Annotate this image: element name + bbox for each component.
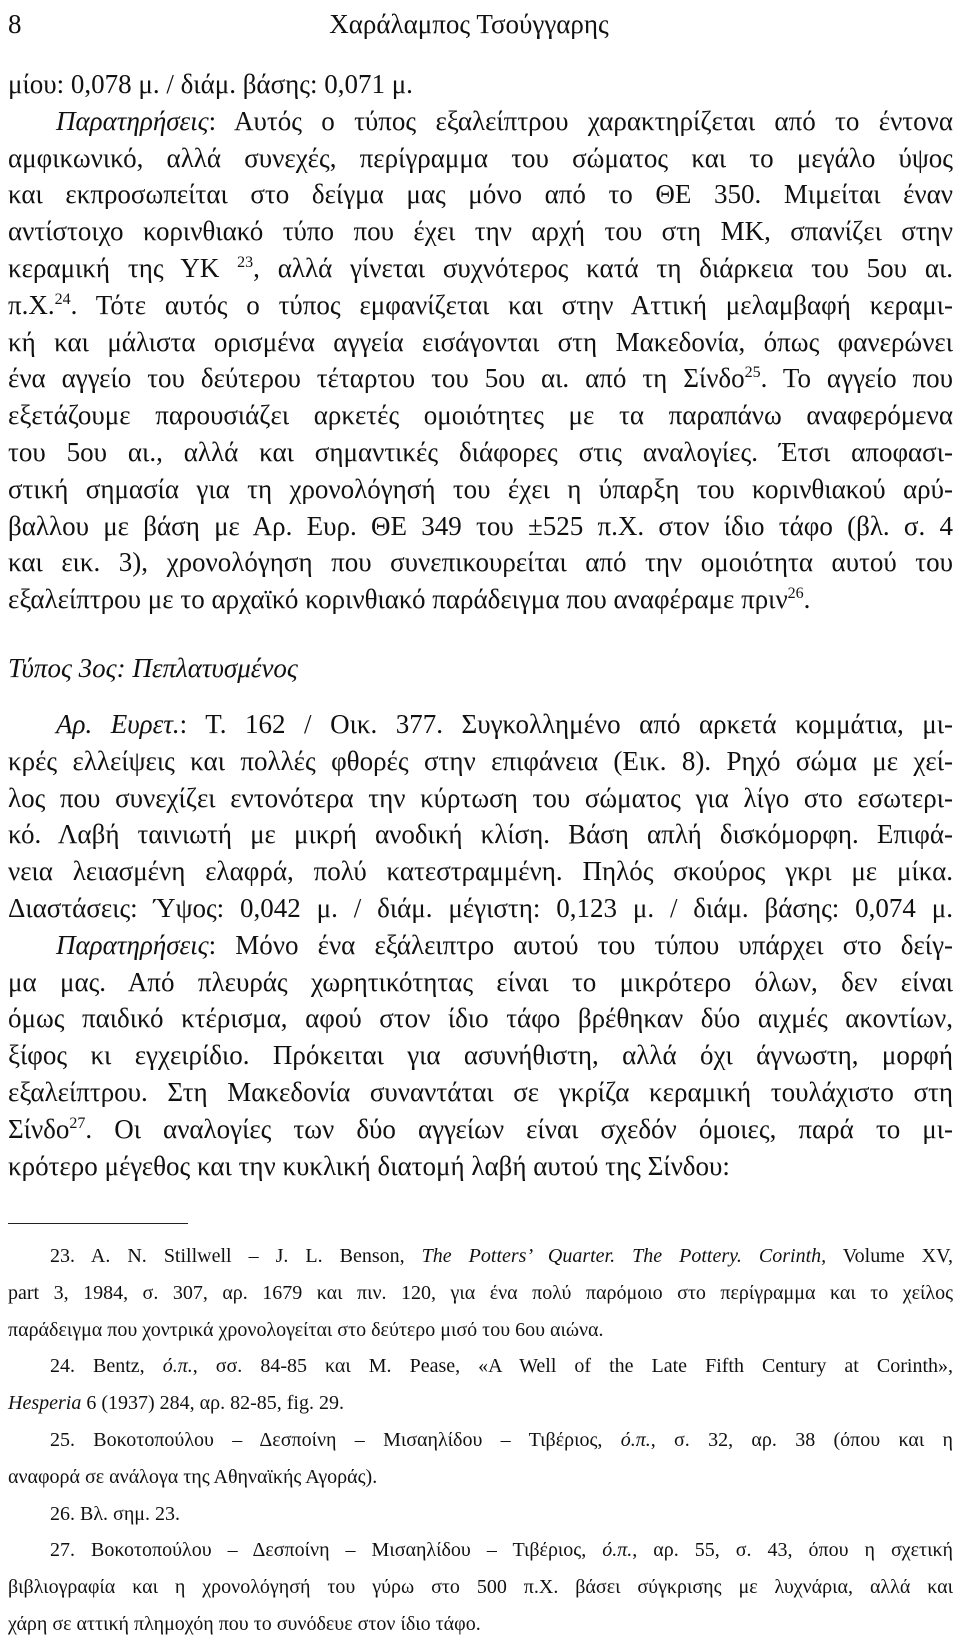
text-line: Σίνδο$^{27}$. Οι αναλογίες των δύο αγγείων είναι σχεδόν όμοιες, παρά το μι- <box>8 1113 953 1144</box>
footnote-line: βιβλιογραφία και η χρονολόγησή του γύρω στο 500 π.Χ. βάσει σύγκρισης με λυχνάρια, αλλά και <box>8 1576 953 1599</box>
text-line: λος που συνεχίζει εντονότερα την κύρτωση του σώματος για λίγο στο εσωτερι- <box>8 782 953 813</box>
text-line: του 5ου αι., αλλά και σημαντικές διάφορες στις αναλογίες. Έτσι αποφασι- <box>8 436 953 467</box>
text-line: κρότερο μέγεθος και την κυκλική διατομή λαβή αυτού της Σίνδου: <box>8 1150 730 1181</box>
text-line: μίου: 0,078 μ. / διάμ. βάσης: 0,071 μ. <box>8 69 413 99</box>
text-line: εξετάζουμε παρουσιάζει αρκετές ομοιότητες με τα παραπάνω αναφερόμενα <box>8 400 953 431</box>
text-line: κό. Λαβή ταινιωτή με μικρή ανοδική κλίση. Βάση απλή δισκόμορφη. Επιφά- <box>8 819 953 850</box>
footnote-divider <box>8 1223 188 1224</box>
paragraph-block-1 <box>8 66 953 618</box>
footnotes <box>8 1240 953 1645</box>
text-line: Παρατηρήσεις: Αυτός ο τύπος εξαλείπτρου χαρακτηρίζεται από το έντονα <box>56 105 953 136</box>
text-line: και εικ. 3), χρονολόγηση που συνεπικουρείται από την ομοιότητα αυτού του <box>8 547 953 578</box>
running-head: Χαράλαμπος Τσούγγαρης <box>329 9 609 39</box>
footnote-line: αναφορά σε ανάλογα της Αθηναϊκής Αγοράς). <box>8 1465 378 1488</box>
footnote-26: 26. Βλ. σημ. 23. <box>50 1502 180 1525</box>
footnote-ref[interactable]: 23 <box>237 253 254 271</box>
page-number: 8 <box>8 9 22 39</box>
text-line: εξαλείπτρου με το αρχαϊκό κορινθιακό παράδειγμα που αναφέραμε πριν$^{26}$. <box>8 584 811 615</box>
text-line: βαλλου με βάση με Αρ. Ευρ. ΘΕ 349 του ±525 π.Χ. στον ίδιο τάφο (βλ. σ. 4 <box>8 510 953 541</box>
text-line: εξαλείπτρου. Στη Μακεδονία συναντάται σε γκρίζα κεραμική τουλάχιστο στη <box>8 1076 953 1107</box>
label-observations: Παρατηρήσεις <box>56 929 209 960</box>
footnote-line: χάρη σε αττική πλημοχόη που το συνόδευε στον ίδιο τάφο. <box>8 1612 481 1635</box>
text-line: αμφικωνικό, αλλά συνεχές, περίγραμμα του σώματος και το μεγάλο ύψος <box>8 142 953 173</box>
text-line: όμως παιδικό κτέρισμα, αφού στον ίδιο τάφο βρέθηκαν δύο αιχμές ακοντίων, <box>8 1003 953 1034</box>
footnote-ref[interactable]: 25 <box>744 364 761 382</box>
label-observations: Παρατηρήσεις <box>56 105 209 136</box>
text-line: στική σημασία για τη χρονολόγησή του έχει η ύπαρξη του κορινθιακού αρύ- <box>8 473 953 504</box>
text-line: π.Χ.$^{24}$. Τότε αυτός ο τύπος εμφανίζεται και στην Αττική μελαμβαφή κεραμι- <box>8 289 953 320</box>
footnote-line: παράδειγμα που χοντρικά χρονολογείται στο δεύτερο μισό του 6ου αιώνα. <box>8 1318 604 1341</box>
text-line: κρές ελλείψεις και πολλές φθορές στην επιφάνεια (Εικ. 8). Ρηχό σώμα με χεί- <box>8 745 953 776</box>
footnote-line: part 3, 1984, σ. 307, αρ. 1679 και πιν. 120, για ένα πολύ παρόμοιο στο περίγραμμα και το χείλος <box>8 1281 953 1304</box>
footnote-line: Hesperia 6 (1937) 284, αρ. 82-85, fig. 29. <box>8 1392 344 1415</box>
footnote-ref[interactable]: 27 <box>69 1114 86 1132</box>
text-line: Παρατηρήσεις: Μόνο ένα εξάλειπτρο αυτού του τύπου υπάρχει στο δείγ- <box>56 929 953 960</box>
footnote-ref[interactable]: 26 <box>787 585 804 603</box>
paragraph-block-2 <box>8 706 953 1184</box>
section-heading: Τύπος 3ος: Πεπλατυσμένος <box>8 653 298 683</box>
text-line: ξίφος κι εγχειρίδιο. Πρόκειται για ασυνήθιστη, αλλά όχι άγνωστη, μορφή <box>8 1040 953 1071</box>
text-line: Αρ. Ευρετ.: Τ. 162 / Οικ. 377. Συγκολλημένο από αρκετά κομμάτια, μι- <box>56 709 953 739</box>
text-line: αντίστοιχο κορινθιακό τύπο που έχει την αρχή του στη ΜΚ, σπανίζει στην <box>8 216 953 247</box>
page-header <box>8 4 960 44</box>
text-line: και εκπροσωπείται στο δείγμα μας μόνο από το ΘΕ 350. Μιμείται έναν <box>8 179 953 210</box>
footnote-23: 23. A. N. Stillwell – J. L. Benson, The Potters’ Quarter. The Pottery. Corinth, Volume XV, <box>50 1245 953 1267</box>
text-line: μα μας. Από πλευράς χωρητικότητας είναι το μικρότερο όλων, δεν είναι <box>8 966 953 997</box>
text-line: νεια λειασμένη ελαφρά, πολύ κατεστραμμένη. Πηλός σκούρος γκρι με μίκα. <box>8 856 953 887</box>
text-line: Διαστάσεις: Ύψος: 0,042 μ. / διάμ. μέγιστη: 0,123 μ. / διάμ. βάσης: 0,074 μ. <box>8 892 953 923</box>
text-line: κή και μάλιστα ορισμένα αγγεία εισάγονται στη Μακεδονία, όπως φανερώνει <box>8 326 953 357</box>
label-inventory: Αρ. Ευρετ. <box>56 709 180 739</box>
footnote-24: 24. Bentz, ό.π., σσ. 84-85 και M. Pease, «A Well of the Late Fifth Century at Corinth», <box>50 1355 953 1378</box>
footnote-27: 27. Βοκοτοπούλου – Δεσποίνη – Μισαηλίδου – Τιβέριος, ό.π., αρ. 55, σ. 43, όπου η σχετική <box>50 1539 953 1562</box>
text-line: κεραμική της ΥΚ $^{23}$, αλλά γίνεται συχνότερος κατά τη διάρκεια του 5ου αι. <box>8 252 953 283</box>
footnote-ref[interactable]: 24 <box>54 290 71 308</box>
text-line: ένα αγγείο του δεύτερου τέταρτου του 5ου αι. από τη Σίνδο$^{25}$. Το αγγείο που <box>8 363 953 394</box>
footnote-25: 25. Βοκοτοπούλου – Δεσποίνη – Μισαηλίδου – Τιβέριος, ό.π., σ. 32, αρ. 38 (όπου και η <box>50 1428 953 1451</box>
